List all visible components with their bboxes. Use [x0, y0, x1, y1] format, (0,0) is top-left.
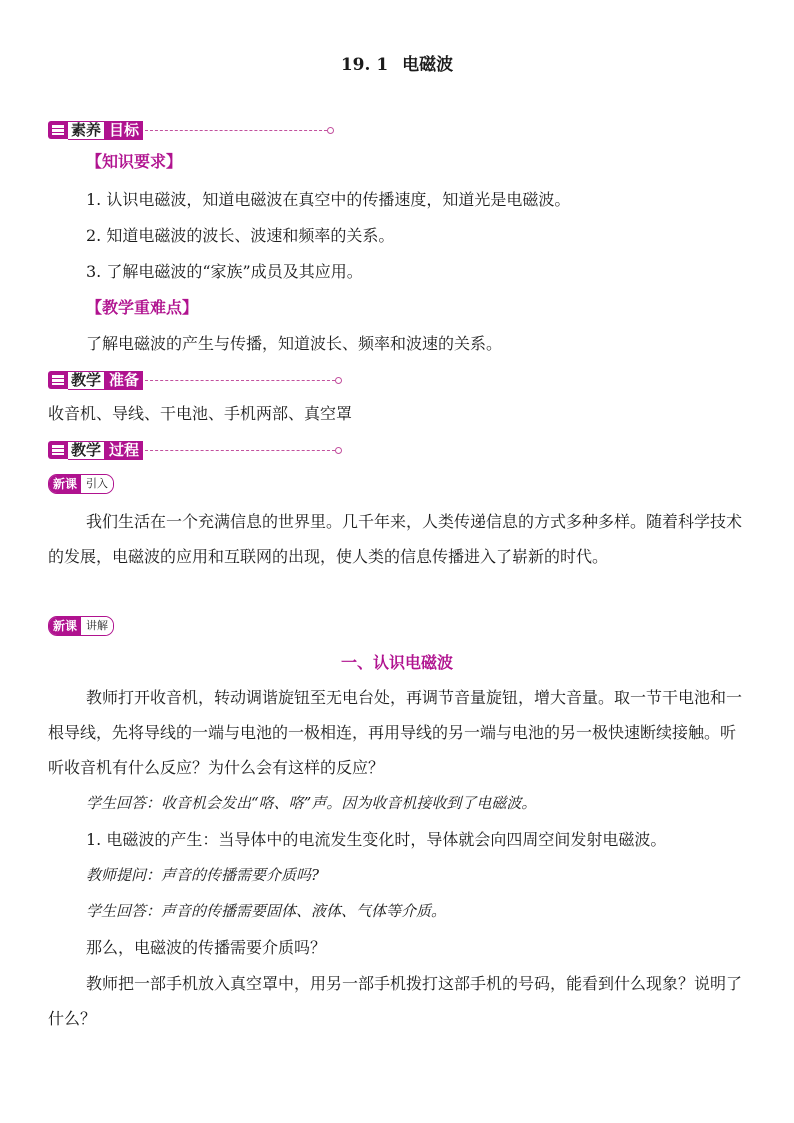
book-icon [48, 121, 68, 139]
lecture-question: 那么，电磁波的传播需要介质吗？ [86, 938, 327, 957]
difficulty-heading: 【教学重难点】 [86, 298, 199, 317]
title-text: 电磁波 [402, 55, 454, 75]
knowledge-heading: 【知识要求】 [86, 152, 183, 171]
divider [145, 130, 327, 131]
badge-label-main: 素养 [68, 121, 105, 140]
book-icon [48, 371, 68, 389]
prep-text: 收音机、导线、干电池、手机两部、真空罩 [48, 404, 353, 423]
tag-label-main: 新课 [49, 617, 81, 635]
badge-label-accent: 准备 [105, 371, 143, 390]
divider-end-dot [335, 447, 342, 454]
divider-end-dot [335, 377, 342, 384]
difficulty-text: 了解电磁波的产生与传播，知道波长、频率和波速的关系。 [86, 334, 503, 353]
lecture-heading: 一、认识电磁波 [340, 653, 453, 672]
lecture-point-1: 1. 电磁波的产生：当导体中的电流发生变化时，导体就会向四周空间发射电磁波。 [86, 830, 667, 849]
teacher-question: 教师提问：声音的传播需要介质吗? [86, 866, 320, 884]
tag-label-sub: 引入 [81, 475, 113, 493]
divider [145, 380, 335, 381]
badge-label-main: 教学 [68, 371, 105, 390]
page-title [0, 50, 794, 75]
tag-label-main: 新课 [49, 475, 81, 493]
divider [145, 450, 335, 451]
goal-item-3: 3. 了解电磁波的“家族”成员及其应用。 [86, 262, 363, 281]
tag-lecture [48, 616, 114, 636]
badge-label-accent: 目标 [105, 121, 143, 140]
badge-label-accent: 过程 [105, 441, 143, 460]
intro-paragraph: 我们生活在一个充满信息的世界里。几千年来，人类传递信息的方式多种多样。随着科学技术的发展，电磁波的应用和互联网的出现，使人类的信息传播进入了崭新的时代。 [48, 512, 743, 566]
section-number: 19. 1 [340, 55, 389, 75]
lecture-paragraph-2: 教师把一部手机放入真空罩中，用另一部手机拨打这部手机的号码，能看到什么现象？说明了什么？ [48, 974, 743, 1028]
section-badge-process [48, 440, 342, 460]
badge-label-main: 教学 [68, 441, 105, 460]
student-answer-2: 学生回答：声音的传播需要固体、液体、气体等介质。 [86, 902, 447, 920]
section-badge-goals [48, 120, 334, 140]
tag-label-sub: 讲解 [81, 617, 113, 635]
goal-item-1: 1. 认识电磁波，知道电磁波在真空中的传播速度，知道光是电磁波。 [86, 190, 571, 209]
book-icon [48, 441, 68, 459]
goal-item-2: 2. 知道电磁波的波长、波速和频率的关系。 [86, 226, 395, 245]
lecture-paragraph-1: 教师打开收音机，转动调谐旋钮至无电台处，再调节音量旋钮，增大音量。取一节干电池和一根导线，先将导线的一端与电池的一极相连，再用导线的另一端与电池的另一极快速断续接触。听听收音机有什么反应？为什么会有这样的反应？ [48, 688, 743, 777]
tag-intro [48, 474, 114, 494]
divider-end-dot [327, 127, 334, 134]
student-answer-1: 学生回答：收音机会发出“咯、咯”声。因为收音机接收到了电磁波。 [86, 794, 537, 812]
section-badge-prep [48, 370, 342, 390]
